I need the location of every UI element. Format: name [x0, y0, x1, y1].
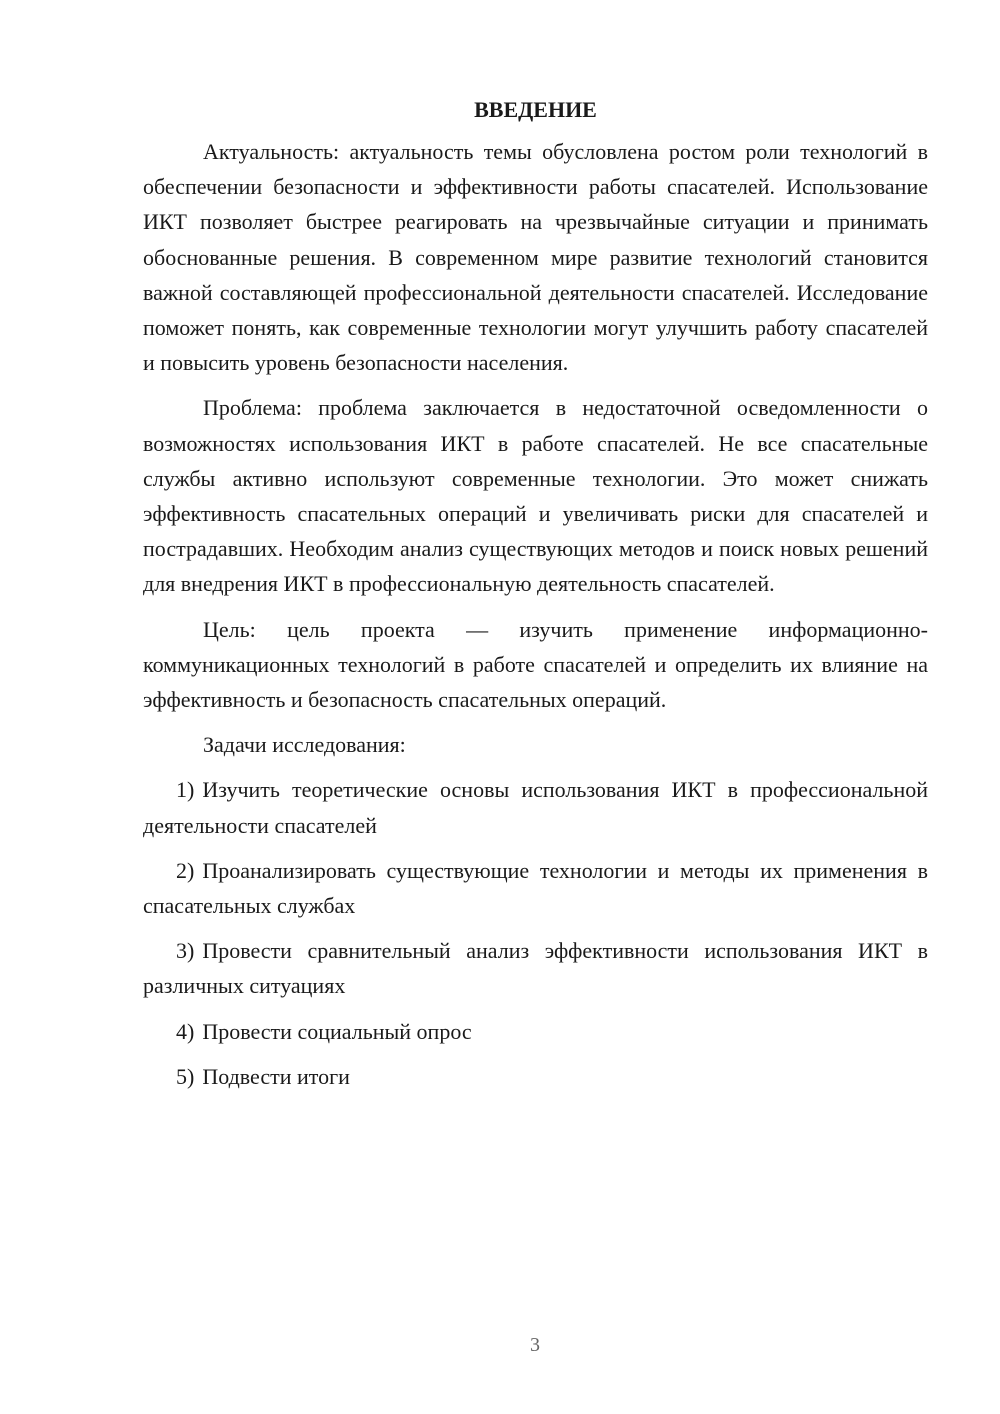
tasks-heading: Задачи исследования:	[203, 732, 406, 758]
list-item	[143, 1014, 928, 1049]
list-item-text: Провести социальный опрос	[202, 1018, 472, 1044]
page-content	[143, 90, 928, 1104]
list-item-text: Изучить теоретические основы использования ИКТ в профессиональной деятельности спасателей	[143, 777, 928, 838]
problem-paragraph: Проблема: проблема заключается в недостаточной осведомленности о возможностях использования ИКТ в работе спасателей. Не все спасательные службы активно используют современные технологии. Это может снижать эффективность спасательных операций и увеличивать риски для спасателей и пострадавших. Необходим анализ существующих методов и поиск новых решений для внедрения ИКТ в профессиональную деятельность спасателей.	[143, 395, 928, 597]
list-item-text: Проанализировать существующие технологии и методы их применения в спасательных службах	[143, 857, 928, 919]
list-item-number: 1)	[176, 777, 195, 803]
list-item-text: Подвести итоги	[202, 1063, 350, 1089]
list-item-number: 3)	[176, 938, 195, 964]
list-item	[143, 772, 928, 842]
list-item-number: 2)	[176, 857, 195, 883]
list-item-text: Провести сравнительный анализ эффективности использования ИКТ в различных ситуациях	[143, 938, 928, 999]
goal-paragraph: Цель: цель проекта — изучить применение информационно-коммуникационных технологий в работе спасателей и определить их влияние на эффективность и безопасность спасательных операций.	[143, 616, 928, 713]
tasks-list	[143, 772, 928, 1094]
page-number: 3	[530, 1334, 540, 1356]
relevance-paragraph: Актуальность: актуальность темы обусловлена ростом роли технологий в обеспечении безопасности и эффективности работы спасателей. Использование ИКТ позволяет быстрее реагировать на чрезвычайные ситуации и принимать обоснованные решения. В современном мире развитие технологий становится важной составляющей профессиональной деятельности спасателей. Исследование поможет понять, как современные технологии могут улучшить работу спасателей и повысить уровень безопасности населения.	[143, 139, 928, 376]
list-item-number: 4)	[176, 1018, 195, 1044]
list-item	[143, 933, 928, 1003]
list-item	[143, 1059, 928, 1094]
list-item	[143, 853, 928, 923]
section-title: ВВЕДЕНИЕ	[474, 97, 597, 122]
list-item-number: 5)	[176, 1063, 195, 1089]
